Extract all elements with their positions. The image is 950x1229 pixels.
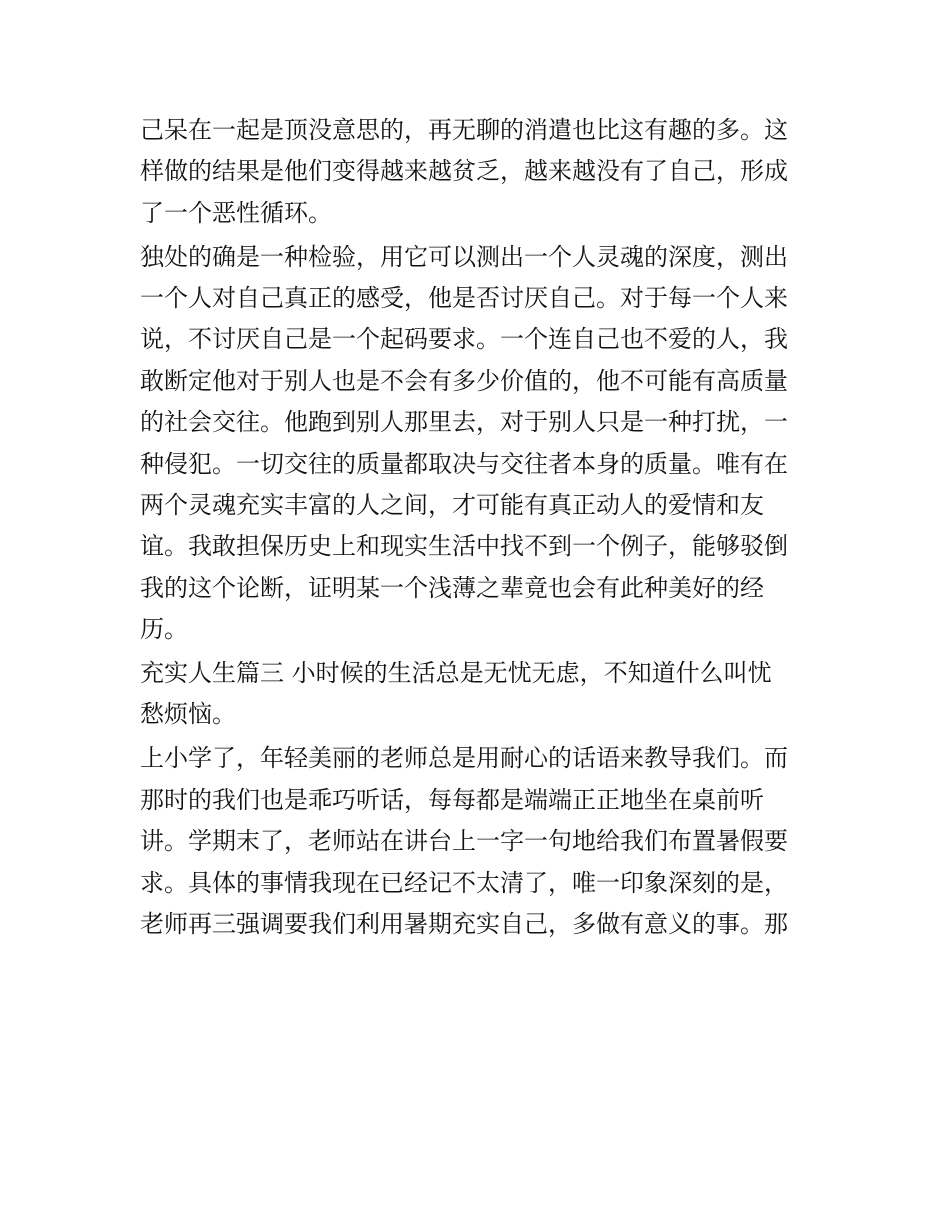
paragraph: [140, 653, 815, 736]
paragraph: [140, 237, 815, 651]
text-line: 己呆在一起是顶没意思的，再无聊的消遣也比这有趣的多。这: [140, 116, 788, 144]
text-line: 独处的确是一种检验，用它可以测出一个人灵魂的深度，测出: [140, 242, 788, 271]
text-line: 讲。学期末了，老师站在讲台上一字一句地给我们布置暑假要: [140, 827, 788, 856]
paragraph: [140, 110, 815, 234]
text-line: 说，不讨厌自己是一个起码要求。一个连自己也不爱的人，我: [140, 325, 788, 354]
text-line: 的社会交往。他跑到别人那里去，对于别人只是一种打扰，一: [140, 408, 788, 437]
text-line: 求。具体的事情我现在已经记不太清了，唯一印象深刻的是，: [140, 868, 788, 897]
text-line: 了一个恶性循环。: [140, 198, 332, 227]
text-line: 我的这个论断，证明某一个浅薄之辈竟也会有此种美好的经: [140, 573, 764, 602]
text-line: 上小学了，年轻美丽的老师总是用耐心的话语来教导我们。而: [140, 744, 788, 773]
text-line: 老师再三强调要我们利用暑期充实自己，多做有意义的事。那: [140, 909, 788, 938]
text-line: 谊。我敢担保历史上和现实生活中找不到一个例子，能够驳倒: [140, 532, 788, 561]
text-line: 样做的结果是他们变得越来越贫乏，越来越没有了自己，形成: [140, 157, 788, 186]
text-line: 充实人生篇三 小时候的生活总是无忧无虑，不知道什么叫忧: [140, 659, 772, 688]
document-body: [140, 110, 815, 945]
text-line: 愁烦恼。: [140, 700, 236, 729]
text-line: 敢断定他对于别人也是不会有多少价值的，他不可能有高质量: [140, 366, 788, 395]
text-line: 历。: [140, 615, 188, 644]
paragraph: [140, 738, 815, 945]
text-line: 一个人对自己真正的感受，他是否讨厌自己。对于每一个人来: [140, 284, 788, 313]
text-line: 两个灵魂充实丰富的人之间，才可能有真正动人的爱情和友: [140, 491, 764, 520]
text-line: 种侵犯。一切交往的质量都取决与交往者本身的质量。唯有在: [140, 449, 788, 478]
text-line: 那时的我们也是乖巧听话，每每都是端端正正地坐在桌前听: [140, 785, 764, 814]
